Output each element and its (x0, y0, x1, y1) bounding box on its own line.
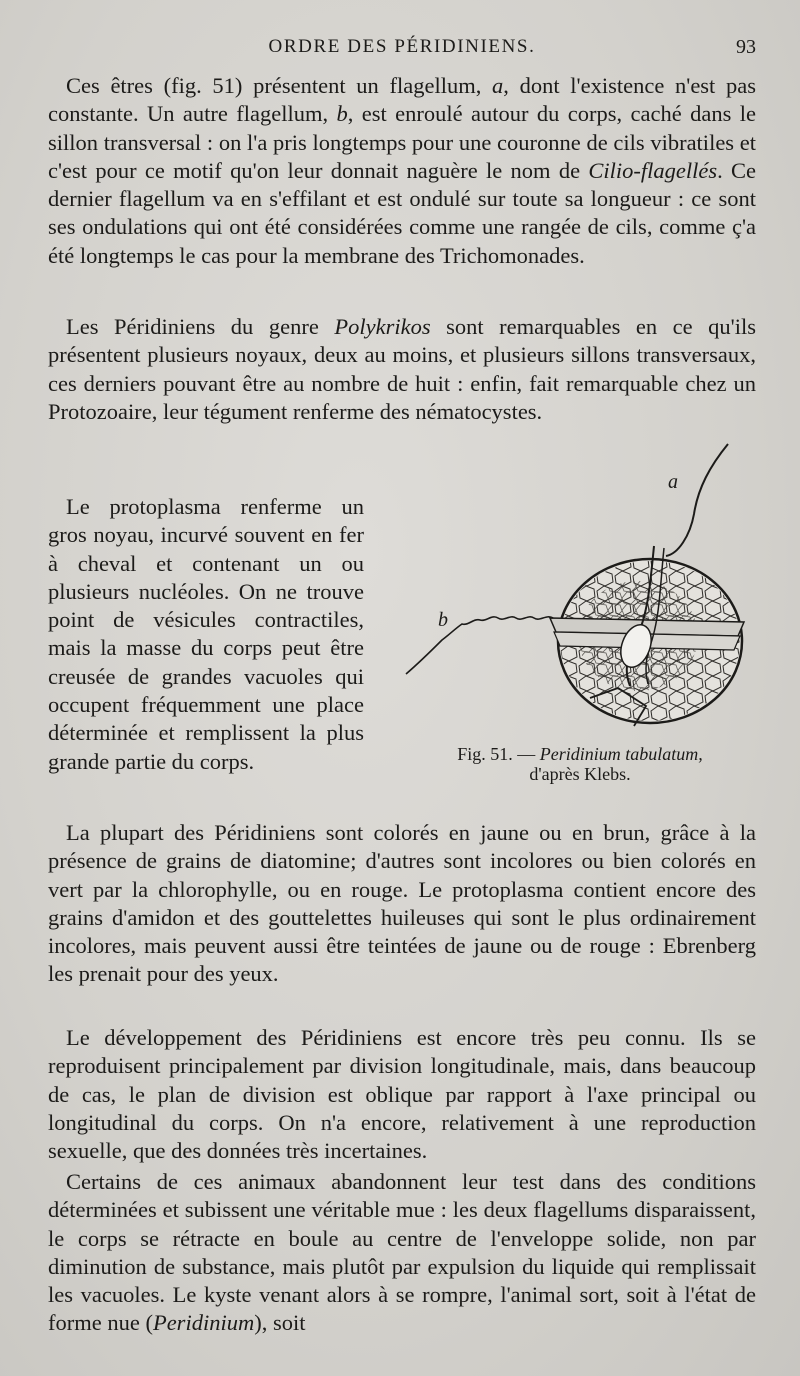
flagellum-a (666, 444, 728, 556)
text-run: , est enroulé autour du corps, caché dans le sillon transversal : on l'a pris longtemps pour une couronne de cils vibratiles et c'est pour ce motif qu'on leur donnait naguère le nom de (48, 101, 756, 183)
figure-caption (398, 744, 762, 784)
italic-run: Polykrikos (334, 314, 431, 339)
italic-run: a (492, 73, 504, 98)
peridinium-illustration (398, 436, 762, 736)
paragraph-flagella (48, 72, 756, 270)
page-number: 93 (736, 36, 756, 58)
caption-prefix: Fig. 51. — (457, 744, 540, 764)
italic-run: Peridinium (152, 1310, 255, 1336)
running-title: ORDRE DES PÉRIDINIENS. (268, 36, 536, 57)
paragraph-coloration: La plupart des Péridiniens sont colorés en jaune ou en brun, grâce à la présence de grains de diatomine; d'autres sont incolores ou bien colorés en vert par la chlorophylle, ou en rouge. Le protoplasma contient encore des grains d'amidon et des gouttelettes huileuses qui sont le plus ordinairement incolores, mais peuvent aussi être teintées de jaune ou de rouge : Ebrenberg les prenait pour des yeux. (48, 820, 756, 987)
page-header (48, 34, 756, 64)
label-a: a (668, 471, 678, 493)
caption-species: Peridinium tabulatum, (539, 744, 703, 764)
text-run: , dont l'existence n'est pas constante. Un autre flagellum, (48, 73, 756, 127)
italic-run: b (336, 101, 348, 127)
label-b: b (438, 609, 448, 631)
text-run: Les Péridiniens du genre (66, 314, 335, 339)
paragraph-moult (48, 1168, 756, 1338)
paragraph-polykrikos (48, 313, 756, 426)
figure-51 (398, 436, 762, 794)
text-run: Ces êtres (fig. 51) présentent un flagellum, (66, 73, 493, 98)
text-run: Certains de ces animaux abandonnent leur test dans des conditions déterminées et subissent une véritable mue : les deux flagellums disparaissent, le corps se rétracte en boule au centre de l'enveloppe solide, non par diminution de substance, mais plutôt par expulsion du liquide qui remplissait les vacuoles. Le kyste venant alors à se rompre, l'animal sort, soit à l'état de forme nue ( (48, 1169, 756, 1336)
paragraph-protoplasma: Le protoplasma renferme un gros noyau, incurvé souvent en fer à cheval et contenant un ou plusieurs nucléoles. On ne trouve point de vésicules contractiles, mais la masse du corps peut être creusée de grandes vacuoles qui occupent fréquemment une place déterminée et remplissent la plus grande partie du corps. (48, 494, 364, 774)
flagellum-b (406, 617, 553, 674)
text-run: sont remarquables en ce qu'ils présentent plusieurs noyaux, deux au moins, et plusieurs sillons transversaux, ces derniers pouvant être au nombre de huit : enfin, fait remarquable chez un Protozoaire, leur tégument renferme des nématocystes. (48, 314, 756, 424)
peridinium-body (550, 546, 744, 726)
caption-source: d'après Klebs. (529, 764, 631, 784)
paragraph-development: Le développement des Péridiniens est encore très peu connu. Ils se reproduisent principalement par division longitudinale, mais, dans beaucoup de cas, le plan de division est oblique par rapport à l'axe principal ou longitudinal du corps. On n'a encore, relativement à une reproduction sexuelle, que des données très incertaines. (48, 1025, 756, 1164)
text-run: . Ce dernier flagellum va en s'effilant et est ondulé sur toute sa longueur : ce sont ses ondulations qui ont été considérées comme une rangée de cils, comme ç'a été longtemps le cas pour la membrane des Trichomonades. (48, 157, 756, 268)
italic-run: Cilio-flagellés (588, 157, 718, 183)
text-run: ), soit (254, 1310, 306, 1336)
